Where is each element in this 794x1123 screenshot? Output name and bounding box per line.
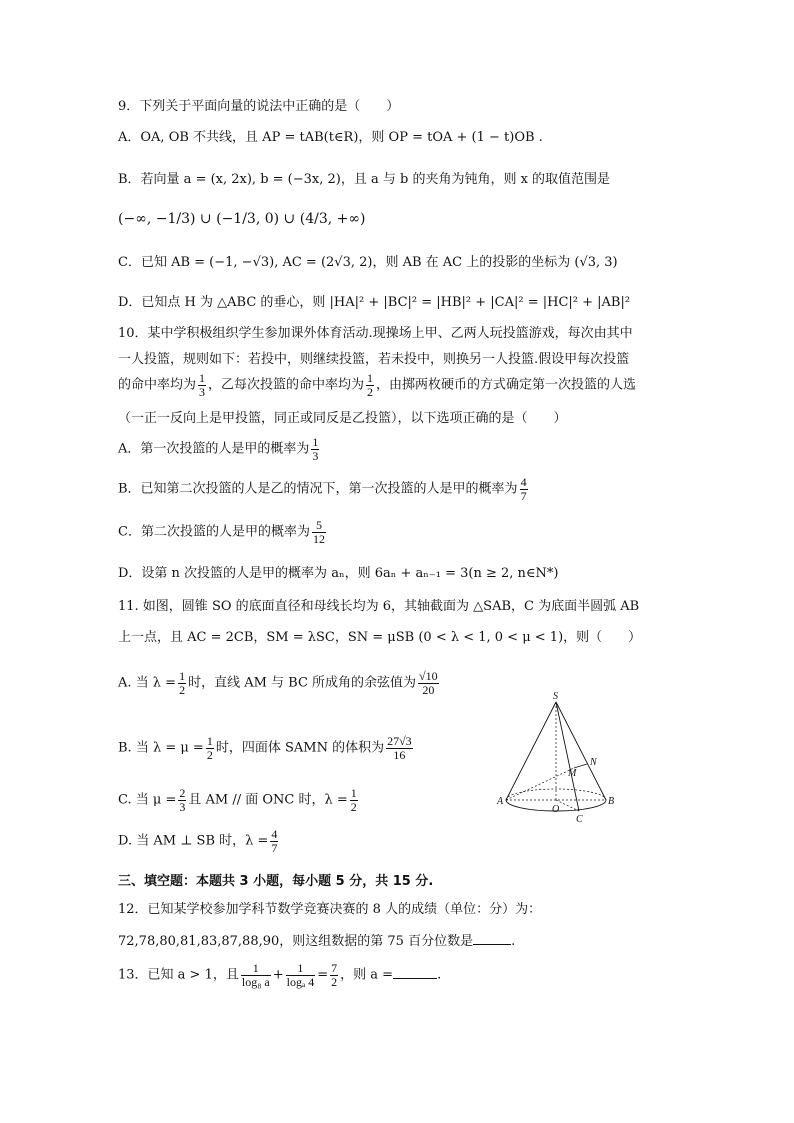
q11-line-2: 上一点，且 AC = 2CB，SM = λSC，SN = μSB (0 < λ < 1, 0 < μ < 1)，则（ ） — [118, 630, 642, 645]
fraction-1-3: $\frac{1}{3}$ — [199, 371, 206, 399]
q10-l3b: ，乙每次投篮的命中率均为 — [208, 377, 365, 393]
q10-option-b: B．已知第二次投篮的人是乙的情况下，第一次投篮的人是甲的概率为 $\frac{4}{7}$ — [118, 475, 527, 503]
label-S: S — [553, 691, 558, 702]
q11-option-a: A. 当 λ = $\frac{1}{2}$ 时，直线 AM 与 BC 所成角的余弦值为 $\frac{√10}{20}$ — [118, 669, 438, 697]
q10-line-4: （一正一反向上是甲投篮，同正或同反是乙投篮），以下选项正确的是（ ） — [118, 411, 567, 426]
answer-blank-13[interactable] — [393, 966, 437, 979]
q10-option-c: C．第二次投篮的人是甲的概率为 $\frac{5}{12}$ — [118, 518, 325, 546]
label-O: O — [552, 804, 560, 815]
q12-line-2: 72,78,80,81,83,87,88,90，则这组数据的第 75 百分位数是 . — [118, 934, 516, 949]
label-C: C — [576, 814, 583, 825]
q9-option-d: D．已知点 H 为 △ABC 的垂心，则 |HA|² + |BC|² = |HB|² + |CA|² = |HC|² + |AB|² — [118, 295, 631, 310]
q10-option-a: A．第一次投篮的人是甲的概率为 $\frac{1}{3}$ — [118, 435, 319, 463]
fraction-1-3: $\frac{1}{3}$ — [312, 435, 319, 463]
q11-option-c: C. 当 μ = $\frac{2}{3}$ 且 AM // 面 ONC 时，λ = $\frac{1}{2}$ — [118, 786, 357, 814]
fraction-4-7: $\frac{4}{7}$ — [520, 475, 527, 503]
q10-line-3 — [118, 372, 636, 398]
q10-l3a: 的命中率均为 — [118, 377, 197, 393]
q9-option-c: C．已知 AB = (−1, −√3), AC = (2√3, 2)，则 AB 在 AC 上的投影的坐标为 (√3, 3) — [118, 255, 618, 270]
q13-line: 13．已知 a > 1，且 $\frac{1}{\text{log₈ a}}$ + $\frac{1}{\text{logₐ 4}}$ = $\frac{7}{2}$ ，则 a = . — [118, 961, 442, 989]
label-B: B — [608, 796, 615, 807]
q9-option-b-range: (−∞, −1/3) ∪ (−1/3, 0) ∪ (4/3, +∞) — [118, 211, 366, 227]
q10-line-2: 一人投篮，规则如下：若投中，则继续投篮，若未投中，则换另一人投篮.假设甲每次投篮 — [118, 352, 630, 367]
section-heading: 三、填空题：本题共 3 小题，每小题 5 分，共 15 分. — [118, 874, 434, 889]
cone-figure — [496, 690, 616, 825]
label-A: A — [497, 796, 504, 807]
q11-option-b: B. 当 λ = μ = $\frac{1}{2}$ 时，四面体 SAMN 的体积为 $\frac{27√3}{16}$ — [118, 734, 412, 762]
q9-stem: 9．下列关于平面向量的说法中正确的是（ ） — [118, 99, 400, 114]
q12-line-1: 12．已知某学校参加学科节数学竞赛决赛的 8 人的成绩（单位：分）为： — [118, 902, 542, 917]
label-M: M — [568, 768, 577, 779]
q10-line-1: 10．某中学积极组织学生参加课外体育活动.现操场上甲、乙两人玩投篮游戏，每次由其中 — [118, 326, 633, 341]
label-N: N — [590, 757, 597, 768]
q10-l3c: ，由掷两枚硬币的方式确定第一次投篮的人选 — [376, 377, 637, 393]
fraction-1-2: $\frac{1}{2}$ — [367, 371, 374, 399]
q11-line-1: 11. 如图，圆锥 SO 的底面直径和母线长均为 6，其轴截面为 △SAB，C 为底面半圆弧 AB — [118, 599, 640, 614]
q11-option-d: D. 当 AM ⊥ SB 时，λ = $\frac{4}{7}$ — [118, 827, 278, 855]
q9-option-b: B．若向量 a = (x, 2x), b = (−3x, 2)，且 a 与 b 的夹角为钝角，则 x 的取值范围是 — [118, 172, 611, 187]
q10-option-d: D．设第 n 次投篮的人是甲的概率为 aₙ，则 6aₙ + aₙ₋₁ = 3(n ≥ 2, n∈N*) — [118, 566, 559, 581]
q9-option-a: A．OA, OB 不共线，且 AP = tAB(t∈R)，则 OP = tOA + (1 − t)OB . — [118, 130, 543, 145]
fraction-5-12: $\frac{5}{12}$ — [312, 518, 325, 546]
answer-blank-12[interactable] — [473, 932, 511, 945]
